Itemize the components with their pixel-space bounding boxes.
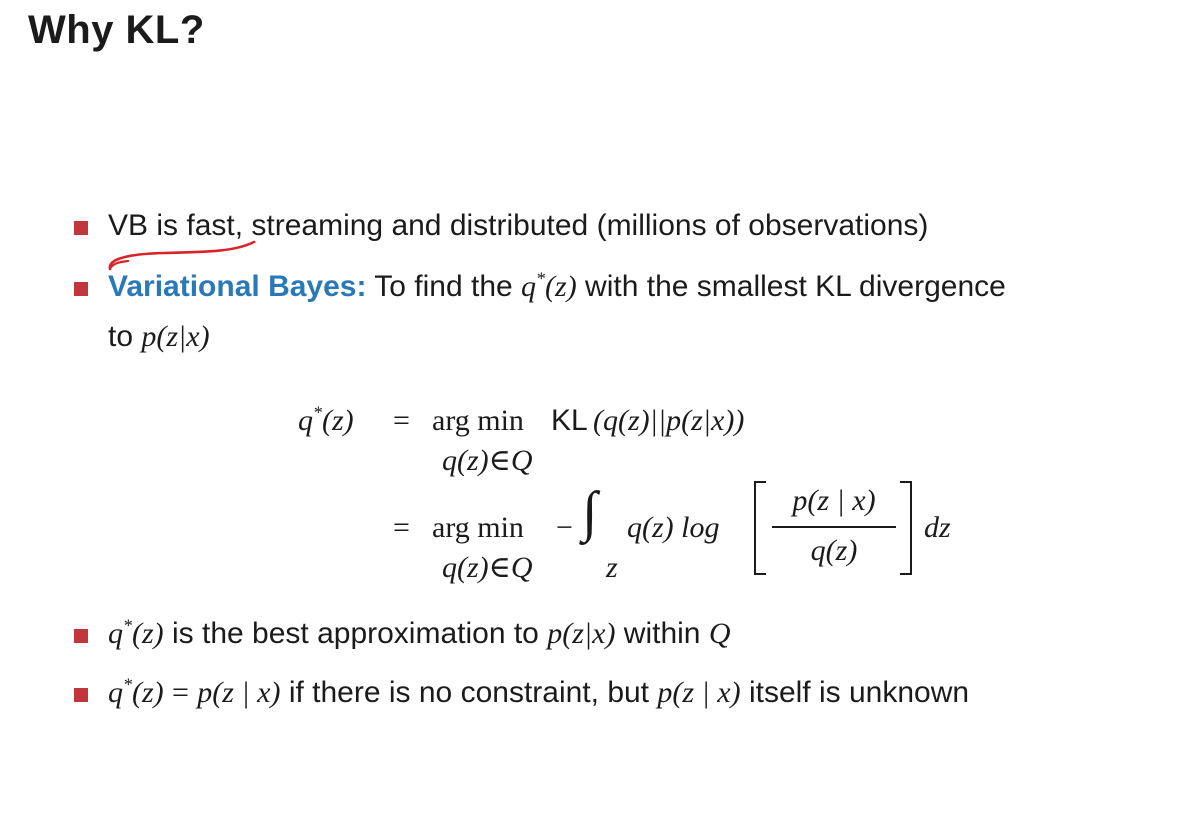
kl-operator: KL: [551, 404, 588, 437]
handwritten-underline-annotation: [104, 232, 264, 274]
integral-subscript: z: [606, 551, 618, 584]
bullet-marker: [74, 688, 88, 702]
minus-sign: −: [556, 511, 573, 544]
fraction-numerator: p(z | x): [792, 484, 876, 517]
bullet-marker: [74, 221, 88, 235]
argmin-operator: arg min: [432, 404, 524, 437]
fraction-bar: [772, 526, 896, 528]
p-z-given-x: p(z|x): [141, 320, 210, 353]
set-q: Q: [708, 617, 731, 650]
q-star-symbol: q*(z): [521, 268, 577, 303]
slide-title: Why KL?: [28, 8, 205, 52]
bullet-2-text: To find the: [374, 270, 513, 303]
fraction-denominator: q(z): [810, 534, 858, 567]
p-z-given-x: p(z|x): [547, 617, 616, 650]
dz: dz: [924, 511, 951, 544]
p-z-given-x: p(z | x): [197, 676, 281, 709]
bullet-1-part-a: VB is fast: [108, 209, 235, 242]
bullet-2: [108, 268, 1006, 303]
argmin-subscript: q(z)∈Q: [442, 444, 533, 477]
integrand: q(z) log: [627, 511, 720, 544]
bullet-marker: [74, 282, 88, 296]
bullet-marker: [74, 629, 88, 643]
bullet-1-part-b: , streaming and distributed (millions of observations): [234, 209, 929, 242]
argmin-operator-2: arg min: [432, 511, 524, 544]
argmin-subscript-2: q(z)∈Q: [442, 551, 533, 584]
equation-line-1: q*(z): [298, 402, 354, 437]
equals-sign: =: [393, 404, 410, 437]
equals-sign-2: =: [393, 511, 410, 544]
q-star-symbol: q*(z): [108, 615, 164, 650]
variational-bayes-label: Variational Bayes:: [108, 270, 367, 303]
bullet-4: q*(z) = p(z | x) if there is no constraint, but p(z | x) itself is unknown: [108, 674, 970, 709]
p-z-given-x: p(z | x): [657, 676, 741, 709]
left-bracket: [754, 481, 766, 575]
bullet-3: q*(z) is the best approximation to p(z|x) within Q: [108, 615, 731, 650]
right-bracket: [900, 481, 912, 575]
bullet-2-text-b: with the smallest KL divergence: [585, 270, 1006, 303]
bullet-2-continued: to p(z|x): [108, 320, 210, 353]
kl-argument: (q(z)||p(z|x)): [593, 404, 745, 437]
integral-sign: ∫: [582, 481, 598, 543]
q-star-symbol: q*(z): [108, 674, 164, 709]
